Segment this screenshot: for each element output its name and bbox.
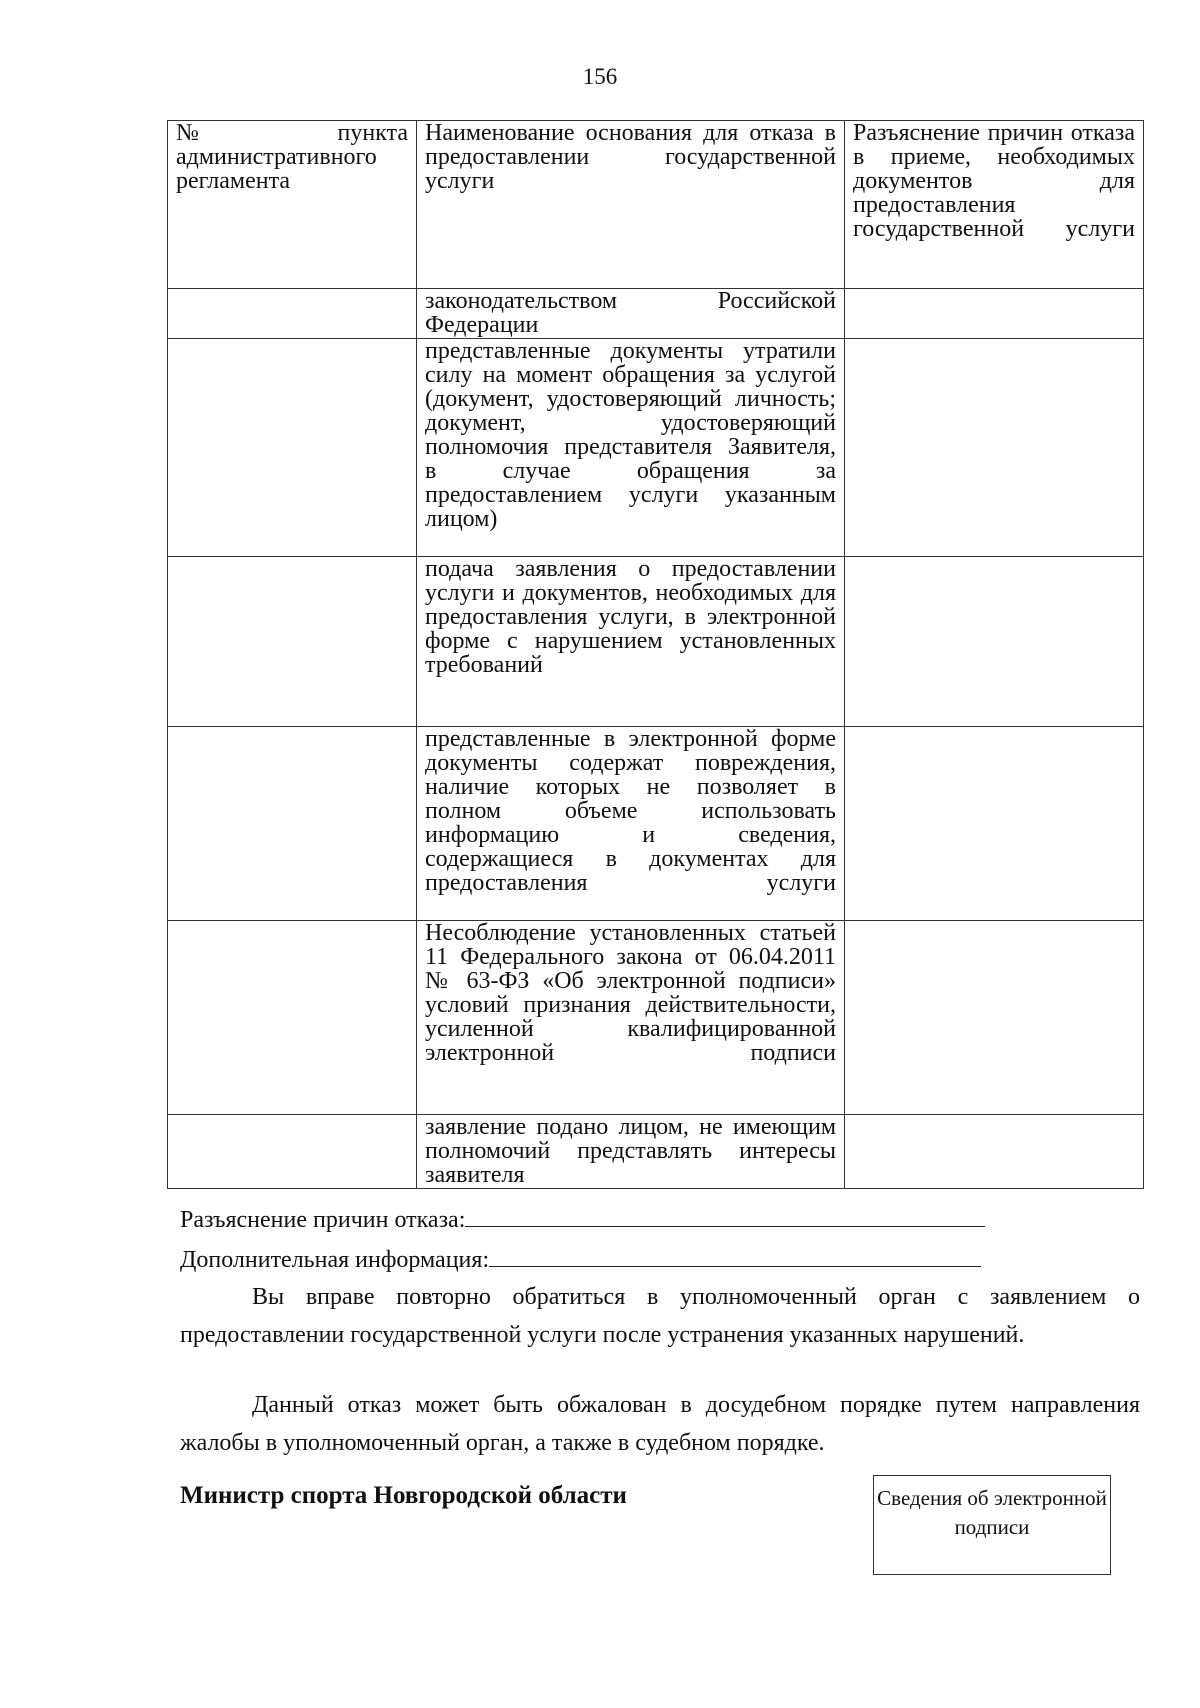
reapply-paragraph: Вы вправе повторно обратиться в уполномоченный орган с заявлением о предоставлении государственной услуги после устранения указанных нарушений.	[180, 1284, 1140, 1348]
table-cell-paragraph-number	[168, 727, 417, 921]
table-row	[168, 1115, 1144, 1189]
table-row	[168, 557, 1144, 727]
table-cell-explanation	[845, 289, 1144, 339]
table-cell-ground: законодательством Российской Федерации	[417, 289, 845, 339]
page-number: 156	[582, 64, 618, 89]
appeal-paragraph: Данный отказ может быть обжалован в досудебном порядке путем направления жалобы в уполномоченный орган, а также в судебном порядке.	[180, 1392, 1140, 1456]
table-cell-ground: представленные документы утратили силу на момент обращения за услугой (документ, удостоверяющий личность; документ, удостоверяющий полномочия представителя Заявителя, в случае обращения за предоставлением услуги указанным лицом)	[417, 339, 845, 557]
table-cell-ground: заявление подано лицом, не имеющим полномочий представлять интересы заявителя	[417, 1115, 845, 1189]
table-row	[168, 339, 1144, 557]
table-cell-ground: подача заявления о предоставлении услуги и документов, необходимых для предоставления услуги, в электронной форме с нарушением установленных требований	[417, 557, 845, 727]
reason-blank-line	[465, 1200, 985, 1227]
table-cell-paragraph-number	[168, 557, 417, 727]
table-cell-ground: Несоблюдение установленных статьей 11 Федерального закона от 06.04.2011 № 63-ФЗ «Об электронной подписи» условий признания действительности, усиленной квалифицированной электронной подписи	[417, 921, 845, 1115]
table-cell-explanation	[845, 1115, 1144, 1189]
additional-info-blank-line	[489, 1240, 981, 1267]
table-cell-paragraph-number	[168, 289, 417, 339]
additional-info-label: Дополнительная информация:	[180, 1247, 490, 1273]
table-cell-paragraph-number	[168, 339, 417, 557]
grounds-table	[167, 120, 1144, 1189]
reason-label: Разъяснение причин отказа:	[180, 1207, 466, 1233]
table-cell-explanation	[845, 727, 1144, 921]
table-row	[168, 727, 1144, 921]
table-cell-paragraph-number	[168, 1115, 417, 1189]
additional-info-field-row	[180, 1240, 1140, 1278]
reason-field-row	[180, 1200, 1140, 1238]
table-cell-ground: представленные в электронной форме документы содержат повреждения, наличие которых не позволяет в полном объеме использовать информацию и сведения, содержащиеся в документах для предоставления услуги	[417, 727, 845, 921]
table-header-row	[168, 121, 1144, 289]
header-cell-explanation: Разъяснение причин отказа в приеме, необходимых документов для предоставления государственной услуги	[845, 121, 1144, 289]
table-row	[168, 921, 1144, 1115]
table-cell-explanation	[845, 921, 1144, 1115]
table-cell-paragraph-number	[168, 921, 417, 1115]
minister-title: Министр спорта Новгородской области	[180, 1482, 627, 1509]
table-cell-explanation	[845, 339, 1144, 557]
signature-box-text: Сведения об электронной подписи	[877, 1486, 1107, 1539]
header-cell-ground-name: Наименование основания для отказа в предоставлении государственной услуги	[417, 121, 845, 289]
electronic-signature-box	[873, 1475, 1111, 1575]
table-cell-explanation	[845, 557, 1144, 727]
table-row	[168, 289, 1144, 339]
header-cell-paragraph-number: № пункта административного регламента	[168, 121, 417, 289]
